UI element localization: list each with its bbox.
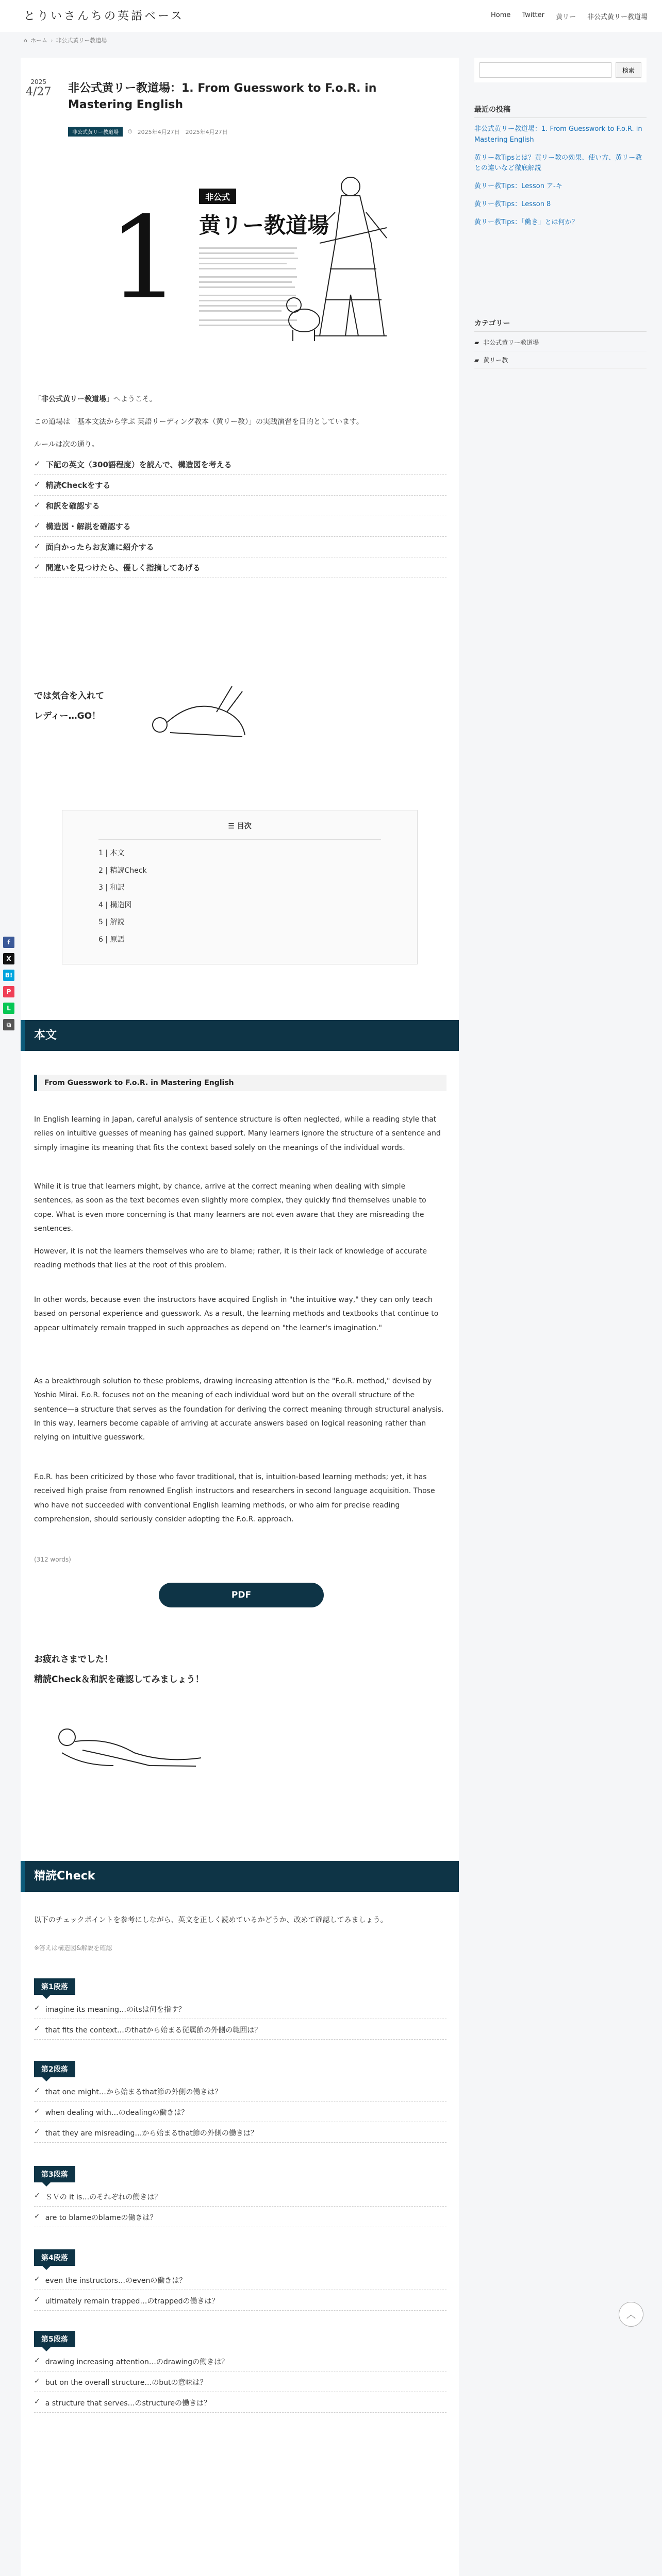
intro-rules: ルールは次の通り。 — [34, 440, 99, 449]
pocket-icon[interactable]: P — [3, 986, 14, 997]
paragraph-tag: 第2段落 — [34, 2061, 75, 2077]
tired-line-2: 精読Check＆和訳を確認してみましょう！ — [34, 1674, 204, 1685]
check-icon: ✓ — [34, 562, 41, 571]
intro-welcome-suffix: 」へようこそ。 — [106, 395, 157, 403]
recent-post-link[interactable]: 黄リー教Tips：「働き」とは何か？ — [474, 218, 578, 226]
honbun-subtitle: From Guesswork to F.o.R. in Mastering English — [34, 1075, 446, 1091]
check-question: ✓ are to blameのblameの働きは？ — [34, 2208, 446, 2227]
article — [21, 58, 459, 2576]
intro-welcome — [34, 393, 446, 406]
honbun-paragraph: While it is true that learners might, by chance, arrive at the correct meaning when dealing with simple sentences, as soon as the text becomes even slightly more complex, they quickly find themselves unable to cope. What is even more concerning is that many learners are not even aware that they are misreading the sentences. — [34, 1182, 426, 1233]
hatena-icon[interactable]: B! — [3, 970, 14, 981]
check-icon: ✓ — [34, 2128, 40, 2136]
callout-line-1: では気合を入れて — [34, 691, 104, 701]
samurai-illustration — [315, 177, 387, 336]
list-item: ✓ 面白かったらお友達に紹介する — [34, 537, 446, 557]
honbun-paragraph: F.o.R. has been criticized by those who favor traditional, that is, intuition-based learning methods; yet, it has received high praise from renowned English instructors and researchers in second language acquisition. Those who have not succeeded with conventional English learning methods, or who aim for precise reading comprehension, should seriously consider adopting the F.o.R. approach. — [34, 1473, 435, 1523]
check-icon: ✓ — [34, 2107, 40, 2115]
nav-home[interactable]: Home — [491, 11, 511, 19]
toc-item[interactable]: 1 | 本文 — [98, 849, 125, 857]
check-question: ✓ even the instructors…のevenの働きは？ — [34, 2271, 446, 2290]
copy-icon[interactable]: ⧉ — [3, 1019, 14, 1030]
check-icon: ✓ — [34, 480, 41, 489]
seidoku-note: ※答えは構造図&解説を確認 — [34, 1944, 112, 1952]
breadcrumb-separator: › — [50, 37, 53, 44]
toc-item[interactable]: 4 | 構造図 — [98, 901, 132, 909]
toc-list — [98, 845, 417, 949]
folder-icon: ▰ — [474, 356, 479, 364]
facebook-icon[interactable]: f — [3, 937, 14, 948]
tired-line-1: お疲れさまでした！ — [34, 1654, 113, 1665]
site-logo[interactable]: とりいさんちの英語ベース — [24, 10, 184, 23]
check-question: ✓ imagine its meaning…のitsは何を指す？ — [34, 2000, 446, 2019]
site-header — [0, 0, 662, 32]
honbun-paragraph: In other words, because even the instructors have acquired English in "the intuitive way," they can only teach based on personal experience and guesswork. As a result, the learning methods and textbooks that continue to appear ultimately remain trapped in such approaches as depend on "the learner's imagination." — [34, 1296, 439, 1332]
honbun-paragraph: In English learning in Japan, careful analysis of sentence structure is often neglected, while a reading style that relies on intuitive guesses of meaning has gained support. Many learners ignore the structure of a sentence and simply imagine its meaning that fits the context based solely on the meanings of the individual words. — [34, 1115, 441, 1152]
list-item: ✓ 間違いを見つけたら、優しく指摘してあげる — [34, 557, 446, 578]
nav-kiri[interactable]: 黄リー — [555, 13, 576, 21]
breadcrumb — [24, 36, 107, 44]
paragraph-tag: 第4段落 — [34, 2249, 75, 2266]
recent-post-link[interactable]: 黄リー教Tips：Lesson ア-キ — [474, 182, 562, 191]
pdf-button[interactable]: PDF — [159, 1583, 324, 1607]
toc-item[interactable]: 6 | 原語 — [98, 935, 125, 944]
check-question: ✓ but on the overall structure…のbutの意味は？ — [34, 2373, 446, 2392]
section-heading: 精読Check — [34, 1870, 95, 1883]
lying-person-illustration — [52, 1717, 211, 1778]
folder-icon: ▰ — [474, 338, 479, 346]
rules-checklist — [34, 454, 446, 578]
hero-number: 1 — [108, 192, 180, 324]
breadcrumb-home[interactable]: ホーム — [30, 37, 47, 44]
toc-item[interactable]: 2 | 精読Check — [98, 866, 147, 875]
check-icon: ✓ — [34, 2377, 40, 2385]
list-item: ✓ 下記の英文（300語程度）を読んで、構造図を考える — [34, 454, 446, 475]
check-question: ✓ when dealing with…のdealingの働きは？ — [34, 2103, 446, 2122]
clock-icon: ⏱ — [128, 128, 133, 135]
toc-divider — [98, 839, 381, 840]
section-heading: 本文 — [34, 1029, 57, 1042]
breadcrumb-category[interactable]: 非公式黄リー教道場 — [56, 37, 107, 44]
post-meta — [68, 127, 228, 137]
toc-item[interactable]: 5 | 解説 — [98, 918, 125, 927]
home-icon: ⌂ — [24, 37, 27, 44]
back-to-top-button[interactable] — [619, 2302, 643, 2327]
hero-badge: 非公式 — [205, 192, 230, 202]
hero-faint-text — [199, 247, 298, 326]
paragraph-tag: 第3段落 — [34, 2166, 75, 2182]
check-question: ✓ ＳＶの it is…のそれぞれの働きは？ — [34, 2188, 446, 2207]
category-badge[interactable]: 非公式黄リー教道場 — [68, 127, 123, 137]
table-of-contents — [62, 810, 418, 964]
list-item: ✓ 精読Checkをする — [34, 475, 446, 496]
intro-purpose: この道場は「基本文法から学ぶ 英語リーディング教本（黄リー教）」の実践演習を目的としています。 — [34, 418, 363, 426]
check-icon: ✓ — [34, 2398, 40, 2406]
intro-welcome-prefix: 「 — [34, 395, 41, 403]
nav-twitter[interactable]: Twitter — [522, 11, 544, 19]
search-button[interactable]: 検索 — [616, 62, 641, 78]
line-icon[interactable]: L — [3, 1003, 14, 1014]
check-icon: ✓ — [34, 2004, 40, 2012]
callout-text — [34, 686, 104, 726]
check-icon: ✓ — [34, 2025, 40, 2033]
check-question: ✓ a structure that serves…のstructureの働きは？ — [34, 2394, 446, 2413]
check-icon: ✓ — [34, 2212, 40, 2221]
post-year: 2025 — [30, 78, 46, 86]
check-icon: ✓ — [34, 2357, 40, 2365]
check-icon: ✓ — [34, 500, 41, 510]
list-item: ✓ 和訳を確認する — [34, 496, 446, 516]
paragraph-tag: 第5段落 — [34, 2331, 75, 2347]
x-icon[interactable]: X — [3, 953, 14, 964]
category-item[interactable]: ▰ 黄リー教 — [474, 351, 647, 369]
share-buttons — [3, 937, 14, 1030]
category-widget — [474, 318, 647, 369]
intro-welcome-bold: 非公式黄リー教道場 — [41, 395, 106, 403]
check-question: ✓ drawing increasing attention…のdrawingの働きは？ — [34, 2352, 446, 2371]
search-widget — [474, 58, 647, 82]
toc-item[interactable]: 3 | 和訳 — [98, 884, 125, 892]
check-icon: ✓ — [34, 2087, 40, 2095]
widget-title: 最近の投稿 — [474, 106, 510, 114]
check-icon: ✓ — [34, 521, 41, 530]
paragraph-tag: 第1段落 — [34, 1978, 75, 1995]
chevron-up-icon: ︿ — [626, 2310, 636, 2320]
post-date — [26, 78, 51, 98]
check-question: ✓ that fits the context…のthatから始まる従属節の外側の範囲は？ — [34, 2021, 446, 2040]
check-question: ✓ that they are misreading…から始まるthat節の外側の働きは？ — [34, 2124, 446, 2143]
check-question: ✓ ultimately remain trapped…のtrappedの働きは？ — [34, 2292, 446, 2311]
recent-post-link[interactable]: 非公式黄リー教道場：1. From Guesswork to F.o.R. in Mastering English — [474, 125, 642, 144]
toc-title: ☰ 目次 — [228, 822, 252, 831]
honbun-paragraph: However, it is not the learners themselves who are to blame; rather, it is their lack of knowledge of accurate reading methods that lies at the root of this problem. — [34, 1247, 427, 1270]
callout-line-2: レディー…GO！ — [34, 711, 101, 722]
section-seidoku — [21, 1861, 459, 1892]
recent-post-link[interactable]: 黄リー教Tips：Lesson 8 — [474, 200, 551, 208]
eyecatch-illustration — [77, 166, 407, 367]
seidoku-lead: 以下のチェックポイントを参考にしながら、英文を正しく読めているかどうか、改めて確認してみましょう。 — [34, 1916, 388, 1924]
post-meta-dates: 2025年4月27日 2025年4月27日 — [137, 128, 228, 135]
hero-title: 黄リー教道場 — [199, 213, 329, 238]
list-item: ✓ 構造図・解説を確認する — [34, 516, 446, 537]
recent-post-link[interactable]: 黄リー教Tipsとは？黄リー教の効果、使い方、黄リー教との違いなど徹底解説 — [474, 154, 642, 173]
check-icon: ✓ — [34, 541, 41, 551]
tired-text — [34, 1650, 204, 1690]
page-title: 非公式黄リー教道場：1. From Guesswork to F.o.R. in Mastering English — [68, 82, 377, 111]
section-honbun — [21, 1020, 459, 1051]
search-input[interactable] — [479, 62, 611, 78]
check-question: ✓ that one might…から始まるthat節の外側の働きは？ — [34, 2082, 446, 2102]
bowing-person-illustration — [139, 676, 258, 743]
check-icon: ✓ — [34, 2192, 40, 2200]
nav-dojo[interactable]: 非公式黄リー教道場 — [587, 13, 648, 21]
honbun-paragraph: As a breakthrough solution to these problems, drawing increasing attention is the "F.o.R. method," devised by Yoshio Mirai. F.o.R. focuses not on the meaning of each individual word but on the overall structure of the sentence—a structure that serves as the foundation for deriving the correct meaning through structural analysis. In this way, learners become capable of arriving at accurate answers based on logical reasoning rather than relying on intuitive guesswork. — [34, 1377, 444, 1442]
post-monthday: 4/27 — [26, 86, 52, 98]
check-icon: ✓ — [34, 2296, 40, 2304]
global-nav — [491, 11, 648, 21]
word-count: (312 words) — [34, 1556, 71, 1563]
widget-title: カテゴリー — [474, 319, 510, 328]
list-icon: ☰ — [228, 822, 237, 831]
category-item[interactable]: ▰ 非公式黄リー教道場 — [474, 334, 647, 351]
recent-posts-widget — [474, 104, 647, 235]
check-icon: ✓ — [34, 459, 41, 468]
eyecatch-image — [77, 166, 407, 367]
check-icon: ✓ — [34, 2275, 40, 2283]
